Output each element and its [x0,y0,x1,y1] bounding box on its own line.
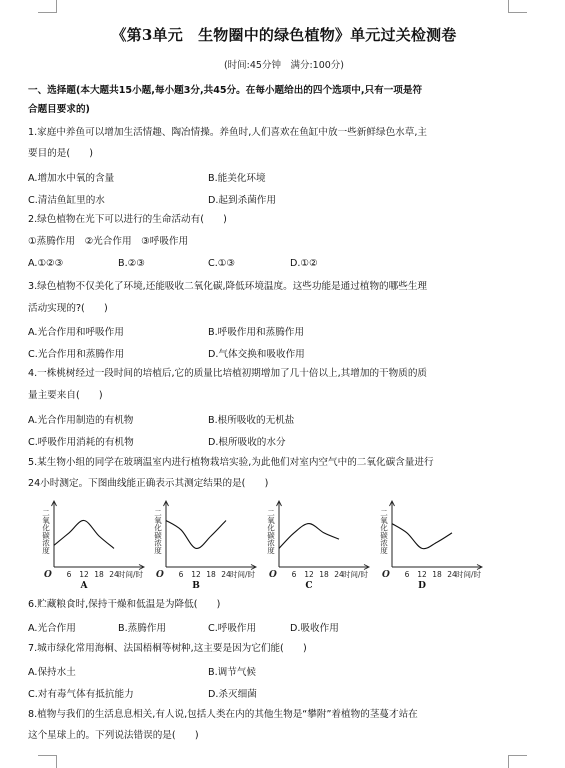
question-3-option-a: A.光合作用和呼吸作用 [28,327,124,338]
crop-mark-top-left [38,0,57,13]
question-4-option-a: A.光合作用制造的有机物 [28,415,134,426]
origin-label: O [44,570,52,580]
question-2-option-b: B.②③ [118,258,145,269]
question-5-stem: 5.某生物小组的同学在玻璃温室内进行植物栽培实验,为此他们对室内空气中的二氧化碳含量进行 [28,457,434,468]
question-6-option-b: B.蒸腾作用 [118,623,167,634]
question-6-stem: 6.贮藏粮食时,保持干燥和低温是为降低( ) [28,599,221,610]
question-8-stem-cont: 这个星球上的。下列说法错误的是( ) [28,730,199,741]
question-1-stem: 1.家庭中养鱼可以增加生活情趣、陶冶情操。养鱼时,人们喜欢在鱼缸中放一些新鲜绿色水草,主 [28,127,428,138]
page-title: 《第3单元 生物圈中的绿色植物》单元过关检测卷 [111,26,457,44]
question-3-option-c: C.光合作用和蒸腾作用 [28,349,125,360]
chart-a [38,497,144,591]
x-tick-label: 18 [206,570,216,579]
x-axis-label: 时间/时 [456,570,482,579]
question-3-stem-cont: 活动实现的?( ) [28,303,108,314]
chart-c [263,497,369,591]
question-7-stem: 7.城市绿化常用海桐、法国梧桐等树种,这主要是因为它们能( ) [28,643,307,654]
question-2-stem: 2.绿色植物在光下可以进行的生命活动有( ) [28,214,227,225]
question-3-stem: 3.绿色植物不仅美化了环境,还能吸收二氧化碳,降低环境温度。这些功能是通过植物的哪些生理 [28,281,428,292]
chart-b [150,497,256,591]
question-2-option-c: C.①③ [208,258,235,269]
question-6-option-a: A.光合作用 [28,623,76,634]
question-5-charts [38,497,538,589]
x-tick-label: 18 [432,570,442,579]
question-1-option-a: A.增加水中氧的含量 [28,173,115,184]
x-tick-label: 6 [66,570,72,579]
question-6-option-d: D.吸收作用 [290,623,339,634]
y-axis-label: 二氧化碳浓度 [153,509,163,554]
curve-d [392,524,452,549]
question-7-option-a: A.保持水土 [28,667,76,678]
x-tick-label: 18 [94,570,104,579]
y-axis-label: 二氧化碳浓度 [266,509,276,554]
origin-label: O [382,570,390,580]
curve-a [54,520,114,548]
x-tick-label: 6 [291,570,297,579]
crop-mark-top-right [508,0,527,13]
x-tick-label: 24 [334,570,344,579]
origin-label: O [156,570,164,580]
question-1-option-d: D.起到杀菌作用 [208,195,276,206]
question-7-option-d: D.杀灭细菌 [208,689,257,700]
chart-label-c: C [305,581,313,591]
question-4-option-d: D.根所吸收的水分 [208,437,286,448]
question-7-option-b: B.调节气候 [208,667,257,678]
section-heading: 一、选择题(本大题共15小题,每小题3分,共45分。在每小题给出的四个选项中,只有一项是符 [28,85,423,96]
question-2-items: ①蒸腾作用 ②光合作用 ③呼吸作用 [28,236,189,247]
curve-c [279,524,339,549]
question-2-option-a: A.①②③ [28,258,64,269]
y-axis-label: 二氧化碳浓度 [41,509,51,554]
chart-d [376,497,482,591]
x-tick-label: 24 [109,570,119,579]
x-tick-label: 24 [447,570,457,579]
question-1-option-b: B.能美化环境 [208,173,266,184]
x-tick-label: 12 [304,570,314,579]
x-axis-label: 时间/时 [118,570,144,579]
chart-label-b: B [192,581,200,591]
x-axis-label: 时间/时 [343,570,369,579]
question-4-option-c: C.呼吸作用消耗的有机物 [28,437,134,448]
crop-mark-bottom-right [508,755,527,768]
question-1-stem-cont: 要目的是( ) [28,148,94,159]
chart-label-a: A [80,581,88,591]
question-4-stem: 4.一株桃树经过一段时间的培植后,它的质量比培植初期增加了几十倍以上,其增加的干物质的质 [28,368,428,379]
x-tick-label: 18 [319,570,329,579]
question-5-stem-cont: 24小时测定。下图曲线能正确表示其测定结果的是( ) [28,478,269,489]
question-8-stem: 8.植物与我们的生活息息相关,有人说,包括人类在内的其他生物是“攀附”着植物的茎蔓才站在 [28,709,418,720]
x-tick-label: 12 [79,570,89,579]
x-tick-label: 24 [221,570,231,579]
exam-info: (时间:45分钟 满分:100分) [223,60,345,71]
question-4-stem-cont: 量主要来自( ) [28,390,103,401]
section-heading-cont: 合题目要求的) [28,104,90,115]
question-6-option-c: C.呼吸作用 [208,623,257,634]
x-axis-label: 时间/时 [230,570,256,579]
x-tick-label: 6 [404,570,410,579]
x-tick-label: 12 [191,570,201,579]
chart-label-d: D [418,581,426,591]
question-7-option-c: C.对有毒气体有抵抗能力 [28,689,134,700]
question-2-option-d: D.①② [290,258,318,269]
x-tick-label: 6 [178,570,184,579]
crop-mark-bottom-left [38,755,57,768]
question-3-option-b: B.呼吸作用和蒸腾作用 [208,327,304,338]
question-4-option-b: B.根所吸收的无机盐 [208,415,295,426]
curve-b [166,521,226,549]
question-3-option-d: D.气体交换和吸收作用 [208,349,305,360]
origin-label: O [269,570,277,580]
y-axis-label: 二氧化碳浓度 [379,509,389,554]
x-tick-label: 12 [417,570,427,579]
question-1-option-c: C.清洁鱼缸里的水 [28,195,105,206]
